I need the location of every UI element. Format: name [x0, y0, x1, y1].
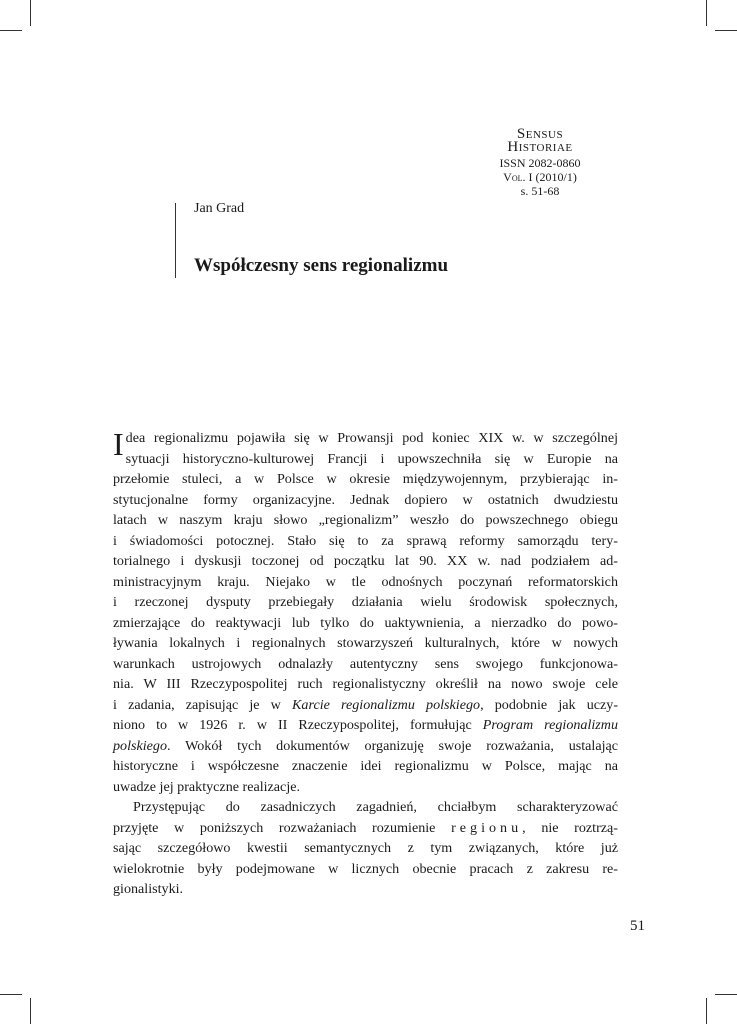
text-line	[113, 818, 618, 839]
spaced-term: regionu	[451, 819, 523, 836]
crop-mark	[0, 30, 22, 31]
crop-mark	[706, 0, 707, 26]
crop-mark	[706, 998, 707, 1024]
paragraph-1	[113, 428, 618, 797]
text-line: ływania lokalnych i regionalnych stowarzyszeń kulturalnych, które w nowych	[113, 635, 618, 651]
text-line	[113, 715, 618, 736]
page-number: 51	[630, 918, 645, 934]
text-run: przyjęte w poniższych rozważaniach rozumienie	[113, 819, 452, 836]
text-line: przełomie stuleci, a w Polsce w okresie międzywojennym, przybierając in-	[113, 471, 618, 487]
paragraph-2	[113, 797, 618, 900]
text-line: wielokrotnie były podejmowane w licznych obecnie pracach z zakresu re-	[113, 860, 618, 877]
crop-mark	[715, 30, 737, 31]
crop-mark	[30, 998, 31, 1024]
title-rule	[175, 203, 176, 278]
text-line: i rzeczonej dysputy przebiegały działania wielu środowisk społecznych,	[113, 594, 618, 610]
journal-name-line1: Sensus	[516, 126, 564, 142]
text-run: , podobnie jak uczy-	[480, 696, 619, 713]
text-line: uwadze jej praktyczne realizacje.	[113, 778, 301, 795]
journal-header	[470, 127, 610, 198]
drop-cap: I	[113, 426, 124, 462]
text-line: latach w naszym kraju słowo „regionalizm” weszło do powszechnego obiegu	[113, 512, 618, 528]
journal-issn: ISSN 2082-0860	[499, 156, 581, 170]
text-line: zmierzające do reaktywacji lub tylko do uaktywnienia, a nierzadko do powo-	[113, 614, 618, 631]
text-line: nia. W III Rzeczypospolitej ruch regionalistyczny określił na nowo swoje cele	[113, 676, 618, 692]
crop-mark	[30, 0, 31, 26]
text-line: historyczne i współczesne znaczenie idei regionalizmu w Polsce, mając na	[113, 758, 618, 774]
journal-volume: Vol. I (2010/1)	[503, 170, 577, 184]
italic-title: polskiego	[113, 737, 168, 754]
text-line: torialnego i dyskusji toczonej od początku lat 90. XX w. nad podziałem ad-	[113, 553, 618, 569]
italic-title: Program regionalizmu	[482, 717, 619, 733]
article-author: Jan Grad	[194, 201, 245, 216]
text-run: niono to w 1926 r. w II Rzeczypospolitej, formułując	[113, 717, 483, 733]
text-line: Przystępując do zasadniczych zagadnień, chciałbym scharakteryzować	[133, 799, 618, 815]
text-line	[113, 695, 618, 716]
journal-name-line2: Historiae	[507, 139, 573, 155]
crop-mark	[715, 994, 737, 995]
text-line: sytuacji historyczno-kulturowej Francji i upowszechniła się w Europie na	[125, 450, 618, 467]
text-run: . Wokół tych dokumentów organizuję swoje rozważania, ustalając	[167, 737, 618, 754]
article-title: Współczesny sens regionalizmu	[194, 255, 449, 276]
text-line: dea regionalizmu pojawiła się w Prowansji pod koniec XIX w. w szczególnej	[125, 430, 618, 446]
text-run: , nie roztrzą-	[522, 819, 618, 836]
text-run: i zadania, zapisując je w	[113, 696, 293, 713]
text-line: gionalistyki.	[113, 881, 184, 897]
text-line	[113, 736, 618, 757]
text-line: warunkach ustrojowych odnalazły autentyczny sens swojego funkcjonowa-	[113, 655, 618, 672]
italic-title: Karcie regionalizmu polskiego	[292, 696, 481, 713]
text-line: stytucjonalne formy organizacyjne. Jednak dopiero w ostatnich dwudziestu	[113, 491, 618, 508]
article-body	[113, 428, 618, 900]
journal-pages: s. 51-68	[520, 184, 560, 198]
text-line: ministracyjnym kraju. Niejako w tle odnośnych poczynań reformatorskich	[113, 573, 618, 590]
text-line: sając szczegółowo kwestii semantycznych z tym związanych, które już	[113, 840, 618, 856]
crop-mark	[0, 994, 22, 995]
text-line: i świadomości potocznej. Stało się to za sprawą reformy samorządu tery-	[113, 532, 618, 549]
